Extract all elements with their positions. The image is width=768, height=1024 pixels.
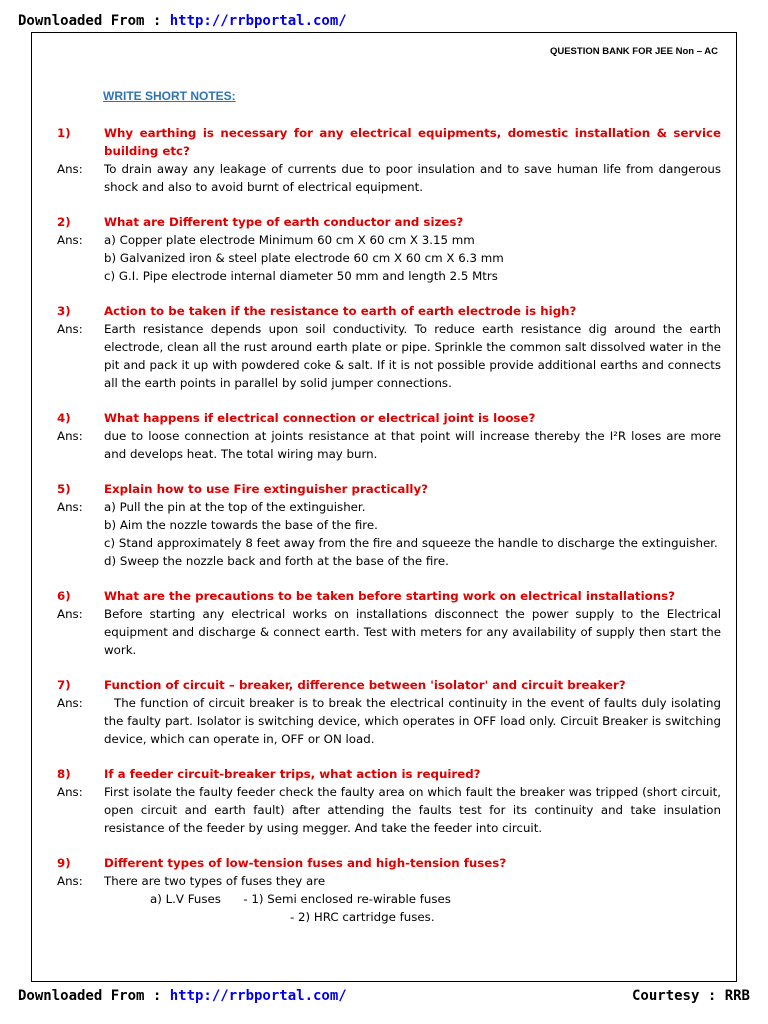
question-text: Why earthing is necessary for any electrical equipments, domestic installation & service building etc?: [104, 126, 721, 158]
bottom-banner-link[interactable]: http://rrbportal.com/: [169, 988, 347, 1004]
answer-row: [57, 605, 721, 659]
answer-line: c) Stand approximately 8 feet away from the fire and squeeze the handle to discharge the extinguisher.: [104, 536, 718, 550]
answer-line: b) Galvanized iron & steel plate electrode 60 cm X 60 cm X 6.3 mm: [104, 251, 504, 265]
answer-label: Ans:: [57, 696, 83, 710]
answer-label: Ans:: [57, 429, 83, 443]
answer-row: [57, 427, 721, 463]
top-banner-link[interactable]: http://rrbportal.com/: [169, 13, 347, 29]
answer-label: Ans:: [57, 607, 83, 621]
question-number: 3): [57, 304, 71, 318]
answer-label: Ans:: [57, 874, 83, 888]
question-row: [57, 302, 721, 320]
question-text: What happens if electrical connection or electrical joint is loose?: [104, 411, 536, 425]
answer-body: [104, 872, 721, 926]
qa-item: [57, 676, 721, 748]
top-download-banner: [18, 13, 347, 29]
question-text: What are the precautions to be taken before starting work on electrical installations?: [104, 589, 675, 603]
answer-row: [57, 783, 721, 837]
answer-label: Ans:: [57, 785, 83, 799]
qa-item: [57, 124, 721, 196]
qa-item: [57, 409, 721, 463]
qa-item: [57, 765, 721, 837]
question-row: [57, 676, 721, 694]
question-text: Different types of low-tension fuses and high-tension fuses?: [104, 856, 507, 870]
bottom-banner-prefix: Downloaded From :: [18, 988, 170, 1004]
answer-line: a) Copper plate electrode Minimum 60 cm X 60 cm X 3.15 mm: [104, 233, 475, 247]
question-number: 1): [57, 126, 71, 140]
answer-body: [104, 231, 721, 285]
answer-label: Ans:: [57, 500, 83, 514]
answer-row: [57, 872, 721, 926]
answer-line: a) Pull the pin at the top of the extinguisher.: [104, 500, 366, 514]
bottom-download-banner: [18, 988, 347, 1004]
question-row: [57, 409, 721, 427]
answer-line: a) L.V Fuses - 1) Semi enclosed re-wirable fuses: [150, 892, 451, 906]
answer-label: Ans:: [57, 162, 83, 176]
question-text: If a feeder circuit-breaker trips, what action is required?: [104, 767, 481, 781]
answer-line: b) Aim the nozzle towards the base of the fire.: [104, 518, 378, 532]
qa-item: [57, 854, 721, 926]
question-number: 6): [57, 589, 71, 603]
question-row: [57, 587, 721, 605]
answer-body: [104, 498, 721, 570]
question-row: [57, 213, 721, 231]
answer-label: Ans:: [57, 233, 83, 247]
answer-row: [57, 231, 721, 285]
question-row: [57, 124, 721, 160]
answer-row: [57, 498, 721, 570]
qa-item: [57, 302, 721, 392]
question-number: 7): [57, 678, 71, 692]
answer-row: [57, 320, 721, 392]
answer-text: The function of circuit breaker is to break the electrical continuity in the event of faults duly isolating the faulty part. Isolator is switching device, which operates in OFF load only. Circuit Breaker is switching device, which can operate in, OFF or ON load.: [104, 696, 721, 746]
question-row: [57, 854, 721, 872]
question-bank-header: QUESTION BANK FOR JEE Non – AC: [549, 46, 718, 57]
question-text: Explain how to use Fire extinguisher practically?: [104, 482, 428, 496]
answer-text: due to loose connection at joints resistance at that point will increase thereby the I²R loses are more and develops heat. The total wiring may burn.: [104, 429, 721, 461]
question-number: 5): [57, 482, 71, 496]
question-row: [57, 480, 721, 498]
answer-text: Earth resistance depends upon soil conductivity. To reduce earth resistance dig around the earth electrode, clean all the rust around earth plate or pipe. Sprinkle the common salt dissolved water in the pit and pack it up with powdered coke & salt. If it is not possible provide additional earths and connects all the earth points in parallel by solid jumper connections.: [104, 322, 721, 390]
qa-list: [57, 124, 721, 943]
question-text: Action to be taken if the resistance to earth of earth electrode is high?: [104, 304, 577, 318]
answer-line: - 2) HRC cartridge fuses.: [290, 910, 435, 924]
top-banner-prefix: Downloaded From :: [18, 13, 170, 29]
answer-text: Before starting any electrical works on installations disconnect the power supply to the Electrical equipment and discharge & connect earth. Test with meters for any availability of supply then start the work.: [104, 607, 721, 657]
courtesy-label: Courtesy : RRB: [631, 988, 750, 1004]
question-number: 4): [57, 411, 71, 425]
qa-item: [57, 480, 721, 570]
answer-row: [57, 694, 721, 748]
answer-line: c) G.I. Pipe electrode internal diameter 50 mm and length 2.5 Mtrs: [104, 269, 498, 283]
question-row: [57, 765, 721, 783]
answer-label: Ans:: [57, 322, 83, 336]
question-number: 2): [57, 215, 71, 229]
qa-item: [57, 587, 721, 659]
answer-text: To drain away any leakage of currents due to poor insulation and to save human life from dangerous shock and also to avoid burnt of electrical equipment.: [104, 162, 721, 194]
answer-row: [57, 160, 721, 196]
section-title: WRITE SHORT NOTES:: [103, 89, 236, 103]
answer-text: First isolate the faulty feeder check the faulty area on which fault the breaker was tripped (short circuit, open circuit and earth fault) after attending the faults test for its continuity and take insulation resistance of the feeder by using megger. And take the feeder into circuit.: [104, 785, 721, 835]
answer-line: There are two types of fuses they are: [104, 874, 326, 888]
answer-line: d) Sweep the nozzle back and forth at the base of the fire.: [104, 554, 449, 568]
question-text: Function of circuit – breaker, difference between 'isolator' and circuit breaker?: [104, 678, 626, 692]
question-number: 9): [57, 856, 71, 870]
question-number: 8): [57, 767, 71, 781]
question-text: What are Different type of earth conductor and sizes?: [104, 215, 464, 229]
qa-item: [57, 213, 721, 285]
